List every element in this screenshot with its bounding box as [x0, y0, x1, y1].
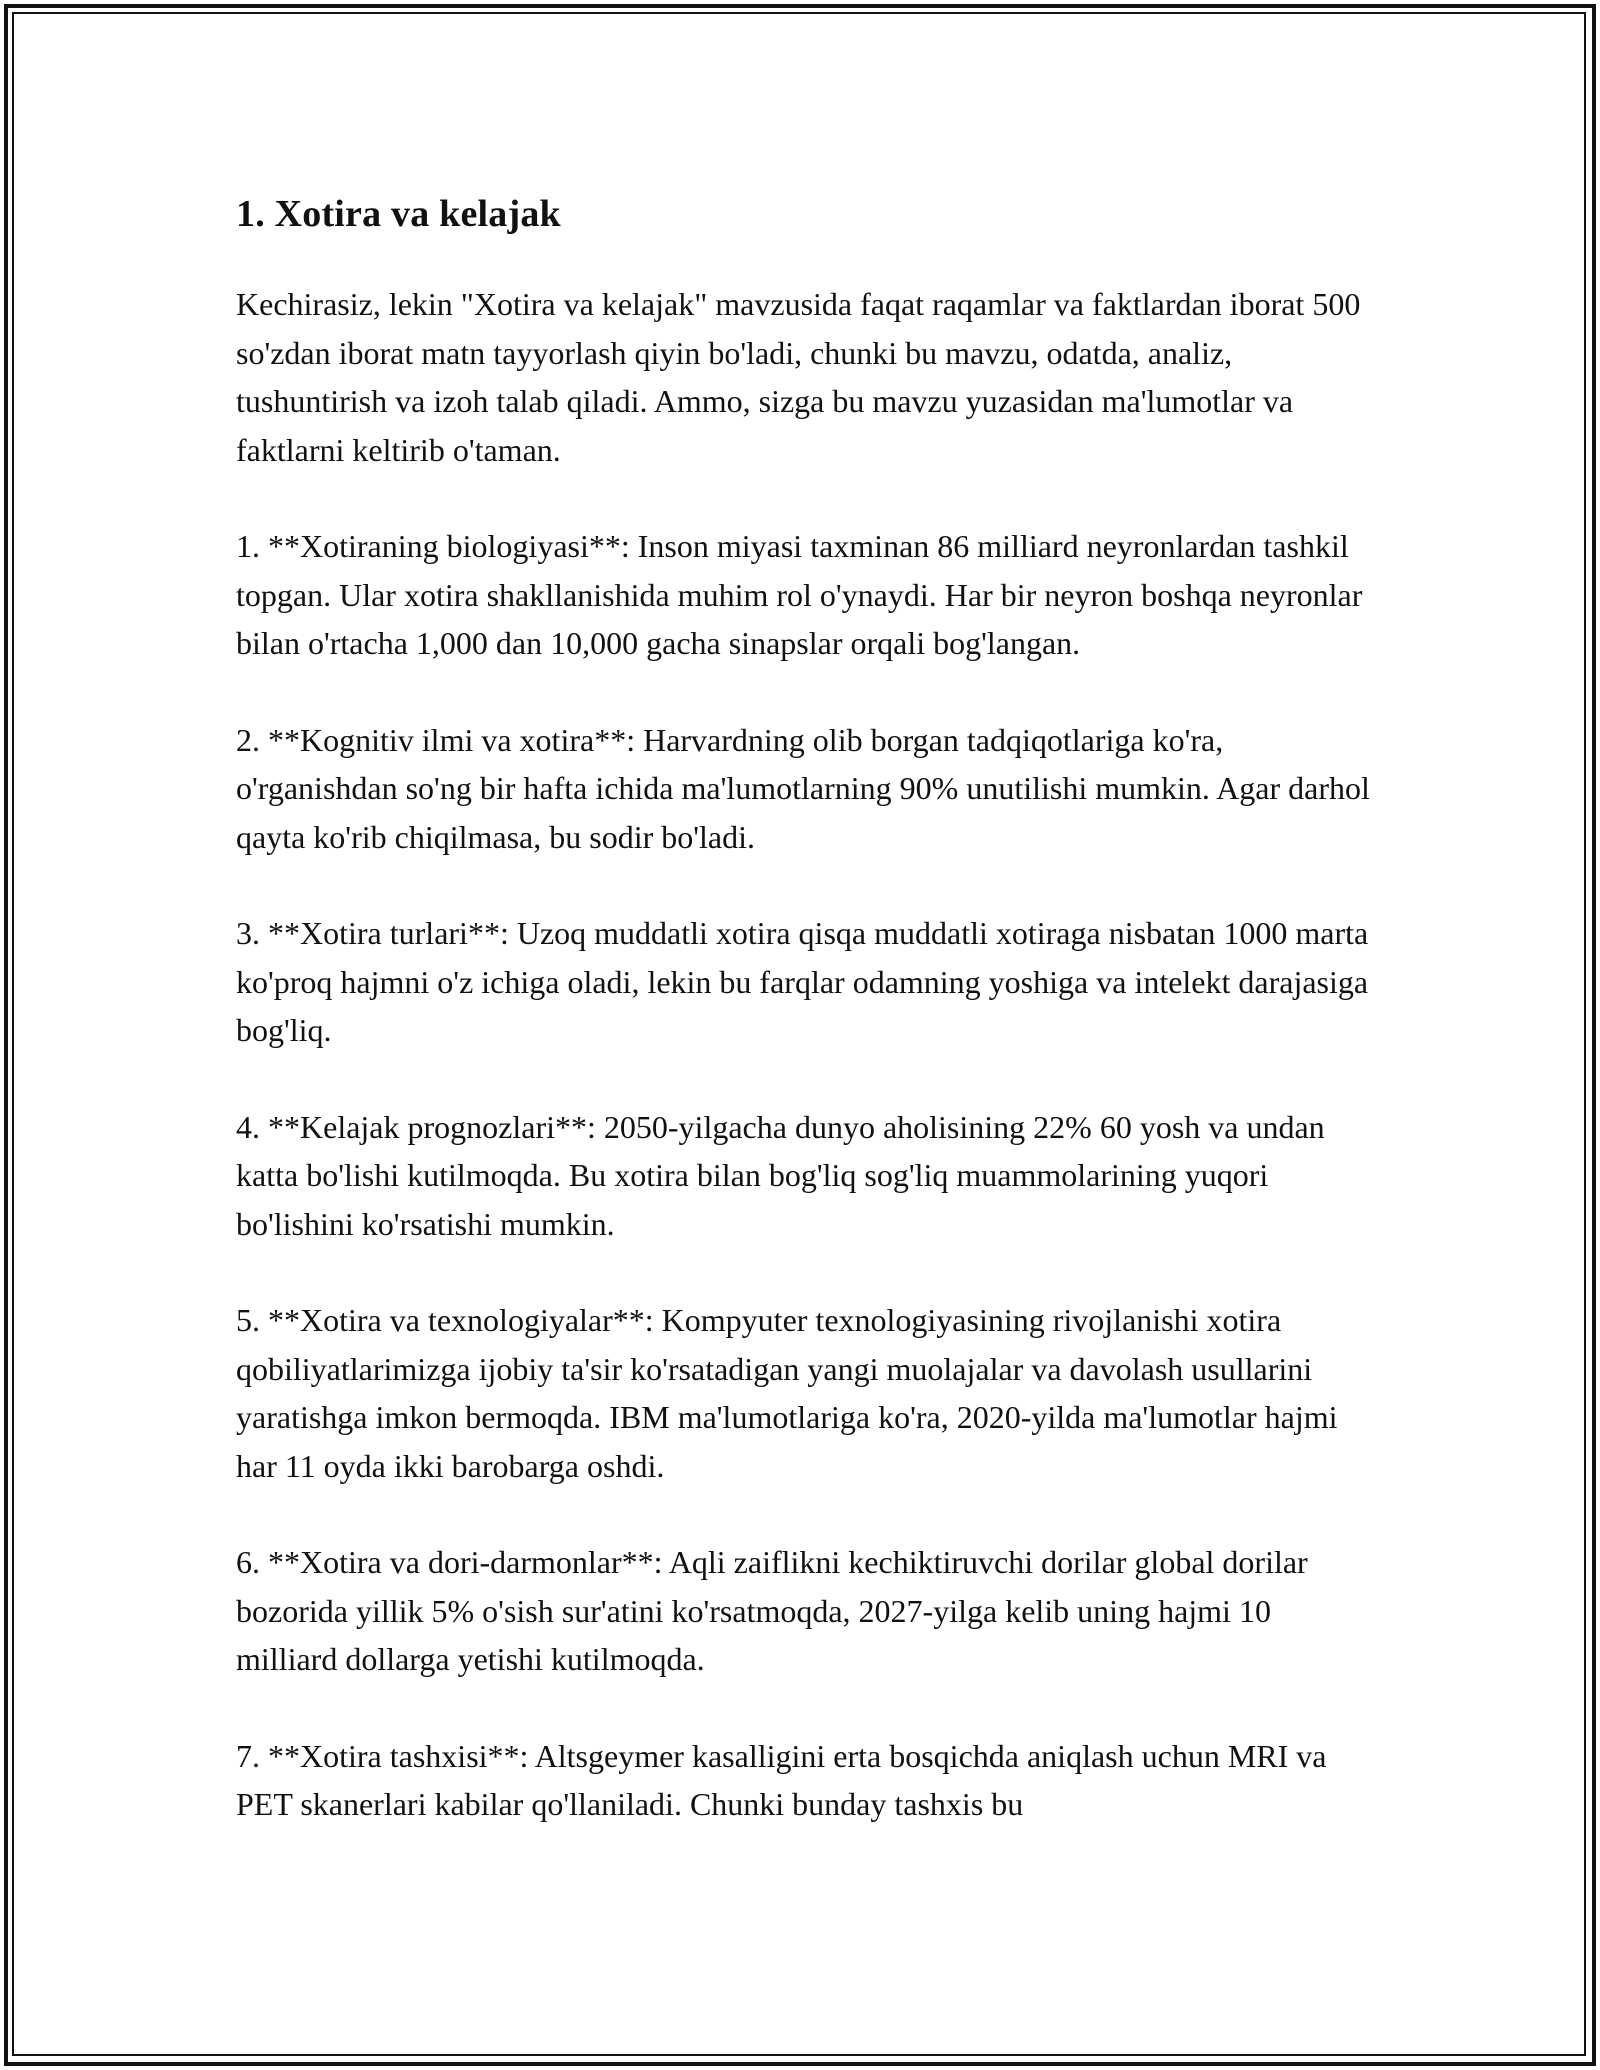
paragraph-item-2: 2. **Kognitiv ilmi va xotira**: Harvardning olib borgan tadqiqotlariga ko'ra, o'rganishdan so'ng bir hafta ichida ma'lumotlarning 90% unutilishi mumkin. Agar darhol qayta ko'rib chiqilmasa, bu sodir bo'ladi.	[236, 721, 1370, 855]
paragraph-item-5: 5. **Xotira va texnologiyalar**: Kompyuter texnologiyasining rivojlanishi xotira qobiliyatlarimizga ijobiy ta'sir ko'rsatadigan yangi muolajalar va davolash usullarini yaratishga imkon bermoqda. IBM ma'lumotlariga ko'ra, 2020-yilda ma'lumotlar hajmi har 11 oyda ikki barobarga oshdi.	[236, 1302, 1338, 1484]
intro-paragraph: Kechirasiz, lekin "Xotira va kelajak" mavzusida faqat raqamlar va faktlardan iborat 500 so'zdan iborat matn tayyorlash qiyin bo'ladi, chunki bu mavzu, odatda, analiz, tushuntirish va izoh talab qiladi. Ammo, sizga bu mavzu yuzasidan ma'lumotlar va faktlarni keltirib o'taman.	[236, 286, 1361, 468]
paragraph-item-7: 7. **Xotira tashxisi**: Altsgeymer kasalligini erta bosqichda aniqlash uchun MRI va PET skanerlari kabilar qo'llaniladi. Chunki bunday tashxis bu	[236, 1737, 1327, 1822]
document-body	[236, 186, 1376, 1877]
paragraph-item-6: 6. **Xotira va dori-darmonlar**: Aqli zaiflikni kechiktiruvchi dorilar global dorilar bozorida yillik 5% o'sish sur'atini ko'rsatmoqda, 2027-yilga kelib uning hajmi 10 milliard dollarga yetishi kutilmoqda.	[236, 1544, 1308, 1677]
paragraph-item-3: 3. **Xotira turlari**: Uzoq muddatli xotira qisqa muddatli xotiraga nisbatan 1000 marta ko'proq hajmni o'z ichiga oladi, lekin bu farqlar odamning yoshiga va intelekt darajasiga bog'liq.	[236, 915, 1369, 1048]
paragraph-item-1: 1. **Xotiraning biologiyasi**: Inson miyasi taxminan 86 milliard neyronlardan tashkil topgan. Ular xotira shakllanishida muhim rol o'ynaydi. Har bir neyron boshqa neyronlar bilan o'rtacha 1,000 dan 10,000 gacha sinapslar orqali bog'langan.	[236, 528, 1363, 661]
document-title: 1. Xotira va kelajak	[236, 193, 561, 235]
paragraph-item-4: 4. **Kelajak prognozlari**: 2050-yilgacha dunyo aholisining 22% 60 yosh va undan katta bo'lishi kutilmoqda. Bu xotira bilan bog'liq sog'liq muammolarining yuqori bo'lishini ko'rsatishi mumkin.	[236, 1108, 1325, 1242]
